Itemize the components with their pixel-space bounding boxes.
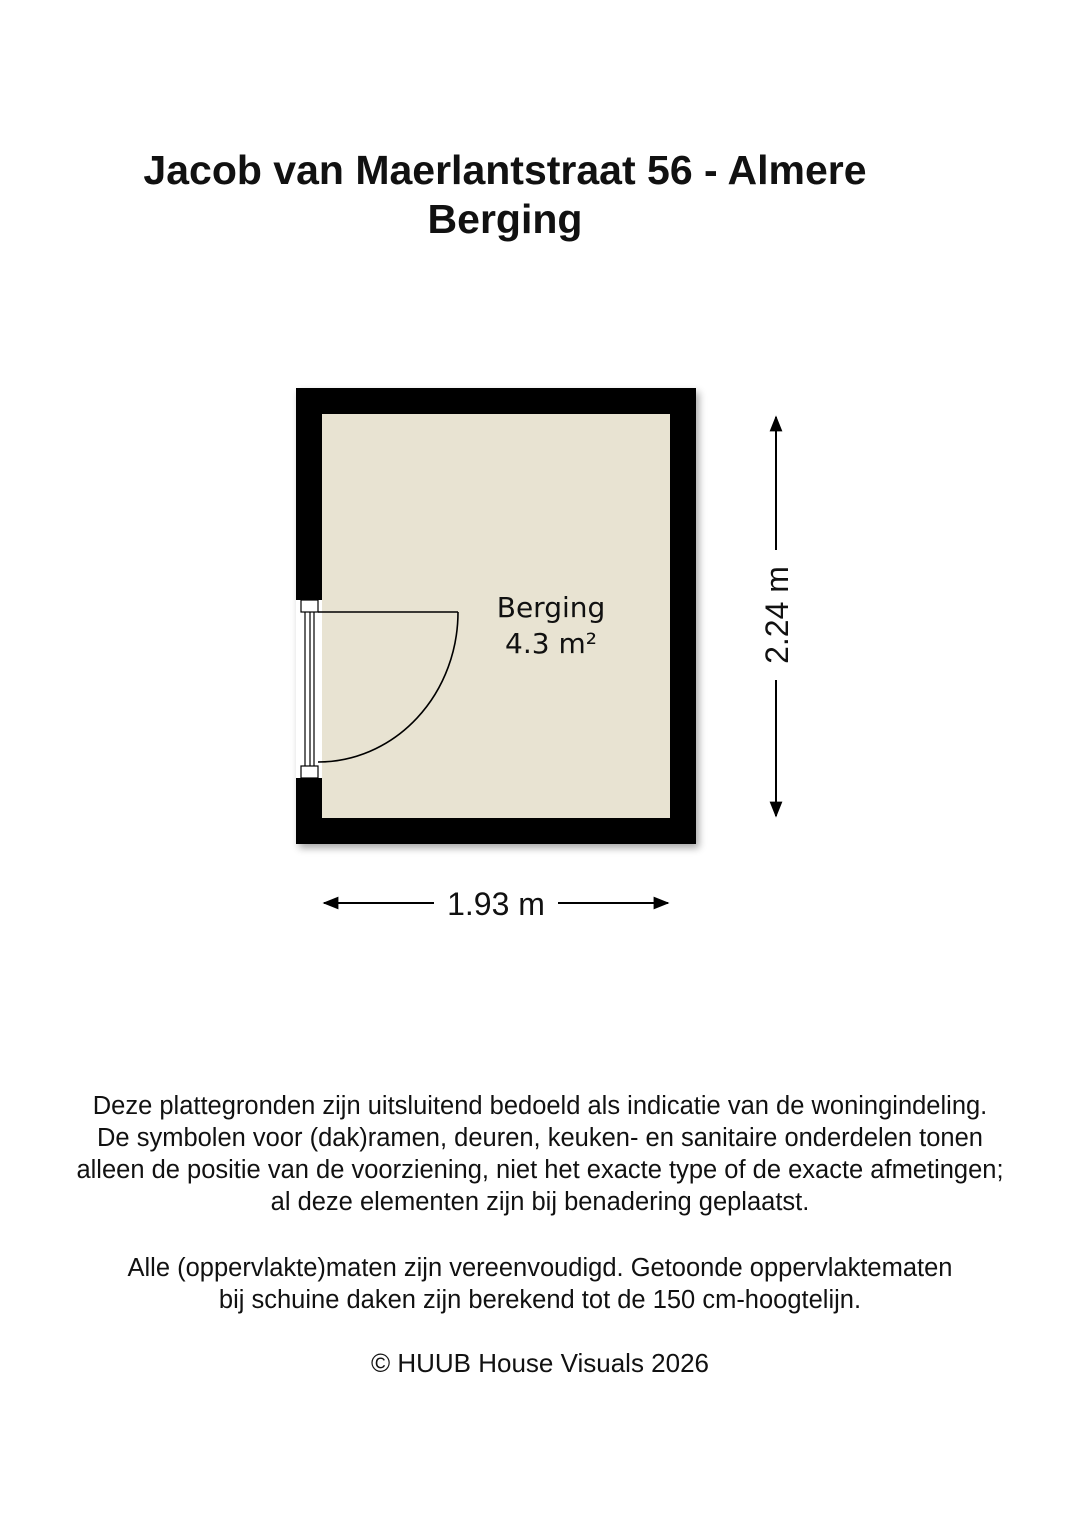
disclaimer-line: al deze elementen zijn bij benadering geplaatst. [270,1188,810,1216]
page-title: Jacob van Maerlantstraat 56 - Almere [143,147,867,193]
disclaimer-paragraph-2 [0,1252,1080,1316]
disclaimer-paragraph-1 [0,1090,1080,1218]
disclaimer-line: De symbolen voor (dak)ramen, deuren, keuken- en sanitaire onderdelen tonen [97,1124,983,1152]
height-dimension-label: 2.24 m [759,566,795,664]
room-area-label: 4.3 m² [505,627,597,660]
door-frame-bottom [301,766,318,778]
page-subtitle: Berging [427,196,583,242]
disclaimer-line: Deze plattegronden zijn uitsluitend bedoeld als indicatie van de woningindeling. [92,1092,988,1120]
disclaimer-line: Alle (oppervlakte)maten zijn vereenvoudigd. Getoonde oppervlaktematen [127,1254,953,1282]
room-name-label: Berging [496,591,606,624]
copyright-notice: © HUUB House Visuals 2026 [370,1348,710,1378]
disclaimer-line: bij schuine daken zijn berekend tot de 150 cm-hoogtelijn. [218,1286,862,1314]
disclaimer-line: alleen de positie van de voorziening, niet het exacte type of de exacte afmetingen; [76,1156,1004,1184]
width-dimension-label: 1.93 m [447,886,545,922]
door-frame-top [301,600,318,612]
height-dimension [759,417,795,816]
door-opening [296,600,322,778]
width-dimension [324,886,668,922]
